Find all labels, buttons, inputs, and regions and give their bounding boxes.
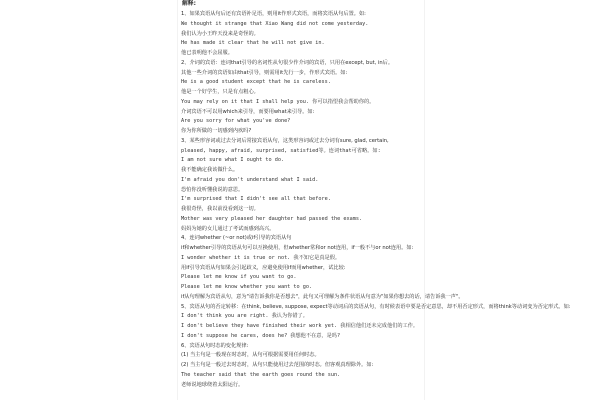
- document-line: 1、如果宾语从句后还有宾语补足语，则用it作形式宾语，而将宾语从句后置。如:: [181, 11, 366, 17]
- document-line: 2、介词的宾语：连词that引导的名词性从句很少作介词的宾语，只用在except, but, in后。: [181, 59, 394, 66]
- document-line: 3、某些形容词或过去分词后常接宾语从句，这类形容词或过去分词有sure, glad, certain,: [181, 137, 389, 144]
- document-line: 恐怕你没听懂我说的意思。: [181, 186, 244, 193]
- document-line: 6、宾语从句时态的变化规律:: [181, 342, 249, 349]
- document-line: 老师说地球绕着太阳运行。: [181, 381, 244, 388]
- document-line: He is a good student except that he is careless.: [181, 79, 331, 86]
- document-line: We thought it strange that Xiao Wang did not come yesterday.: [181, 20, 369, 27]
- document-line: 我们认为小王昨天没来是奇怪的。: [181, 30, 259, 37]
- document-line: I don't suppose he cares, does he? 我想他不在意，是吗?: [181, 332, 341, 339]
- document-line: Please let me know whether you want to go.: [181, 284, 313, 290]
- document-line: 5、宾语从句的否定转移：在think, believe, suppose, expect等动词后的宾语从句，有时候表语中要是否定意思，却不用否定形式，而将think等动词变为否定形式。如:: [181, 303, 571, 310]
- document-line: pleased, happy, afraid, surprised, satisfied等。连词that可省略。如:: [181, 147, 381, 154]
- document-line: I don't believe they have finished their work yet. 我相信他们还未完成他们的工作。: [181, 323, 419, 329]
- document-line: 我不能确定我该做什么。: [181, 167, 239, 173]
- document-line: (1) 当主句是一般现在时态时，从句可根据需要用任何时态。: [181, 352, 320, 359]
- document-line: He has made it clear that he will not give in.: [181, 40, 325, 47]
- document-line: 用if引导宾语从句如果会引起歧义，应避免使用if而用whether，试比较:: [181, 264, 346, 271]
- document-line: I don't think you are right. 我认为你错了。: [181, 313, 308, 320]
- document-line: 4、连词whether (~or not)或if引导的宾语从句: [181, 235, 292, 242]
- document-line: 你为你所做的一切感到内疚吗?: [181, 128, 252, 134]
- document-line: 他是一个好学生，只是有点粗心。: [181, 89, 259, 95]
- document-line: (2) 当主句是一般过去时态时，从句只能使用过去范围的时态。但客观真理除外。如:: [181, 362, 374, 368]
- document-line: 介词宾语不可以用which来引导，而要用what来引导。如:: [181, 108, 315, 115]
- document-line: I'm surprised that I didn't see all that before.: [181, 196, 331, 203]
- document-line: 他已表明他不会屈服。: [181, 50, 233, 56]
- document-line: I am not sure what I ought to do.: [181, 157, 285, 164]
- document-line: if和whether引导的宾语从句可以互换使用，但whether常和or not连用，if一般不与or not连用。如:: [181, 245, 414, 251]
- document-line: Mother was very pleased her daughter had passed the exams.: [181, 215, 363, 222]
- document-line: You may rely on it that I shall help you. 你可以指望我会帮助你的。: [181, 98, 375, 105]
- document-line: 妈妈为她的女儿通过了考试而感到高兴。: [181, 225, 275, 232]
- document-line: 我很奇怪，我以前没看到这一切。: [181, 206, 259, 212]
- document-line: I'm afraid you don't understand what I said.: [181, 176, 319, 183]
- document-body: [178, 0, 571, 400]
- document-line: Please let me know if you want to go.: [181, 274, 297, 281]
- document-line: The teacher said that the earth goes round the sun.: [181, 371, 341, 378]
- document-line: I wonder whether it is true or not. 我不知它是真是假。: [181, 254, 341, 261]
- document-page: [178, 0, 571, 400]
- document-line: Are you sorry for what you've done?: [181, 118, 291, 125]
- document-line: if从句理解为宾语从句，意为"请告诉我你是否想去"，此句又可理解为条件状语从句意为"如果你想去的话，请告诉我一声"。: [181, 293, 464, 300]
- document-heading: 解释:: [182, 1, 196, 7]
- document-line: 其他一些介词的宾语如由that引导，则需用it先行一步，作形式宾语。如:: [181, 69, 348, 76]
